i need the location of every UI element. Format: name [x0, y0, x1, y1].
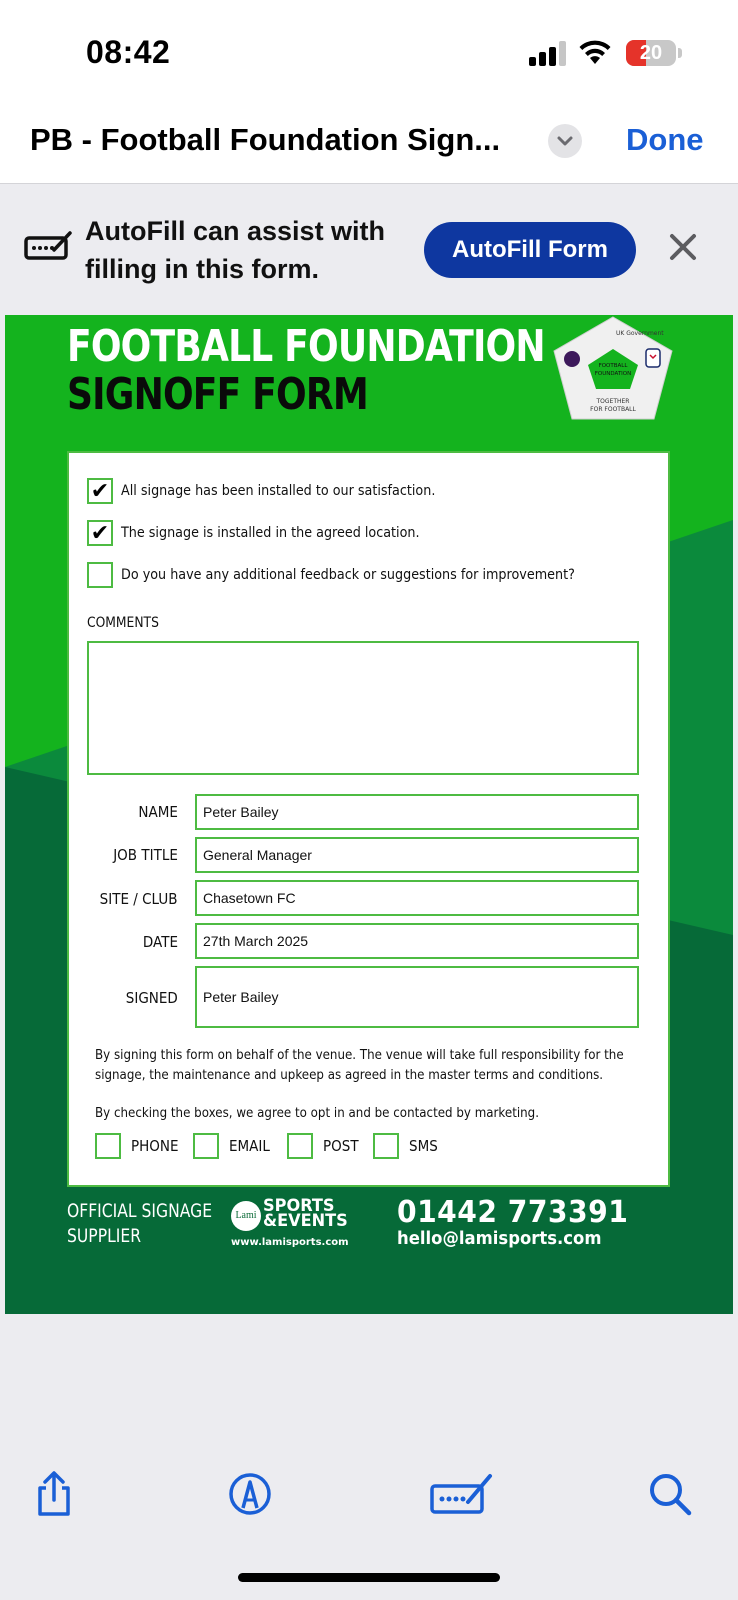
- lami-logo-text: [263, 1196, 348, 1231]
- terms-text: By signing this form on behalf of the venue. The venue will take full responsibility for the signage, the maintenance and upkeep as agreed in the master terms and conditions.: [95, 1047, 624, 1083]
- date-field[interactable]: 27th March 2025: [195, 923, 639, 959]
- home-indicator: [238, 1573, 500, 1582]
- lami-sports-logo: [231, 1196, 377, 1249]
- markup-pen-icon[interactable]: [226, 1470, 274, 1518]
- svg-text:FOUNDATION: FOUNDATION: [594, 371, 632, 377]
- checkbox-label: Do you have any additional feedback or suggestions for improvement?: [121, 567, 575, 583]
- checkbox-email[interactable]: [193, 1133, 219, 1159]
- battery-tip: [678, 48, 682, 58]
- checkbox-row-satisfaction[interactable]: [87, 477, 478, 505]
- autofill-message: AutoFill can assist with filling in this form.: [85, 216, 386, 284]
- footer-phone: 01442 773391: [397, 1195, 629, 1230]
- job-title-field[interactable]: General Manager: [195, 837, 639, 873]
- date-label: DATE: [142, 933, 178, 951]
- checkbox-location[interactable]: ✔: [87, 520, 113, 546]
- checkbox-label: All signage has been installed to our satisfaction.: [121, 483, 436, 499]
- job-title-label: JOB TITLE: [113, 846, 178, 864]
- checkbox-phone[interactable]: [95, 1133, 121, 1159]
- comments-field[interactable]: [87, 641, 639, 775]
- checkbox-satisfaction[interactable]: ✔: [87, 478, 113, 504]
- football-foundation-badge: [550, 315, 676, 423]
- optin-label: PHONE: [131, 1137, 179, 1155]
- form-card: [67, 451, 670, 1187]
- close-icon[interactable]: [668, 232, 698, 262]
- checkbox-label: The signage is installed in the agreed location.: [121, 525, 420, 541]
- site-club-field[interactable]: Chasetown FC: [195, 880, 639, 916]
- wifi-icon: [578, 38, 612, 66]
- optin-phone[interactable]: [95, 1133, 184, 1159]
- checkbox-sms[interactable]: [373, 1133, 399, 1159]
- badge-top-text: UK Government: [616, 330, 664, 337]
- optin-label: POST: [323, 1137, 359, 1155]
- optin-text: By checking the boxes, we agree to opt in and be contacted by marketing.: [95, 1105, 540, 1121]
- optin-sms[interactable]: [373, 1133, 441, 1159]
- official-supplier-text: [67, 1199, 212, 1249]
- logo-line1: SPORTS: [263, 1196, 335, 1216]
- form-title-line2: SIGNOFF FORM: [67, 369, 368, 420]
- footer-email: hello@lamisports.com: [397, 1229, 602, 1249]
- optin-label: SMS: [409, 1137, 438, 1155]
- site-club-label: SITE / CLUB: [100, 890, 178, 908]
- optin-post[interactable]: [287, 1133, 363, 1159]
- done-button[interactable]: Done: [626, 122, 704, 157]
- optin-email[interactable]: [193, 1133, 274, 1159]
- checkbox-post[interactable]: [287, 1133, 313, 1159]
- status-time: 08:42: [86, 34, 171, 70]
- cellular-signal-icon: [529, 40, 565, 66]
- checkbox-row-feedback[interactable]: [87, 561, 637, 589]
- logo-line2: &EVENTS: [263, 1211, 348, 1231]
- comments-label: COMMENTS: [87, 615, 159, 631]
- svg-text:FOOTBALL: FOOTBALL: [598, 363, 628, 369]
- status-bar: [0, 0, 738, 100]
- checkbox-row-location[interactable]: [87, 519, 460, 547]
- lami-logo-circle: Lami: [231, 1201, 261, 1231]
- autofill-form-icon[interactable]: [430, 1470, 494, 1518]
- svg-text:FOR FOOTBALL: FOR FOOTBALL: [590, 406, 636, 413]
- search-icon[interactable]: [646, 1470, 694, 1518]
- autofill-form-button[interactable]: AutoFill Form: [424, 222, 636, 278]
- supplier-line1: OFFICIAL SIGNAGE: [67, 1200, 213, 1222]
- name-field[interactable]: Peter Bailey: [195, 794, 639, 830]
- svg-text:TOGETHER: TOGETHER: [596, 398, 630, 405]
- lami-url: www.lamisports.com: [231, 1237, 349, 1248]
- supplier-line2: SUPPLIER: [67, 1225, 142, 1247]
- battery-level: 20: [639, 42, 663, 64]
- autofill-form-icon: [24, 230, 74, 262]
- signed-label: SIGNED: [125, 989, 178, 1007]
- navigation-bar: [0, 100, 738, 184]
- optin-label: EMAIL: [229, 1137, 270, 1155]
- form-title-line1: FOOTBALL FOUNDATION: [67, 321, 545, 372]
- signature-field[interactable]: Peter Bailey: [195, 966, 639, 1028]
- share-icon[interactable]: [30, 1470, 78, 1518]
- name-label: NAME: [138, 803, 178, 821]
- checkbox-feedback[interactable]: [87, 562, 113, 588]
- form-title: [67, 323, 545, 419]
- chevron-down-icon[interactable]: [548, 124, 582, 158]
- battery-icon: [626, 40, 676, 66]
- pdf-document: [5, 315, 733, 1314]
- document-title[interactable]: PB - Football Foundation Sign...: [30, 122, 501, 157]
